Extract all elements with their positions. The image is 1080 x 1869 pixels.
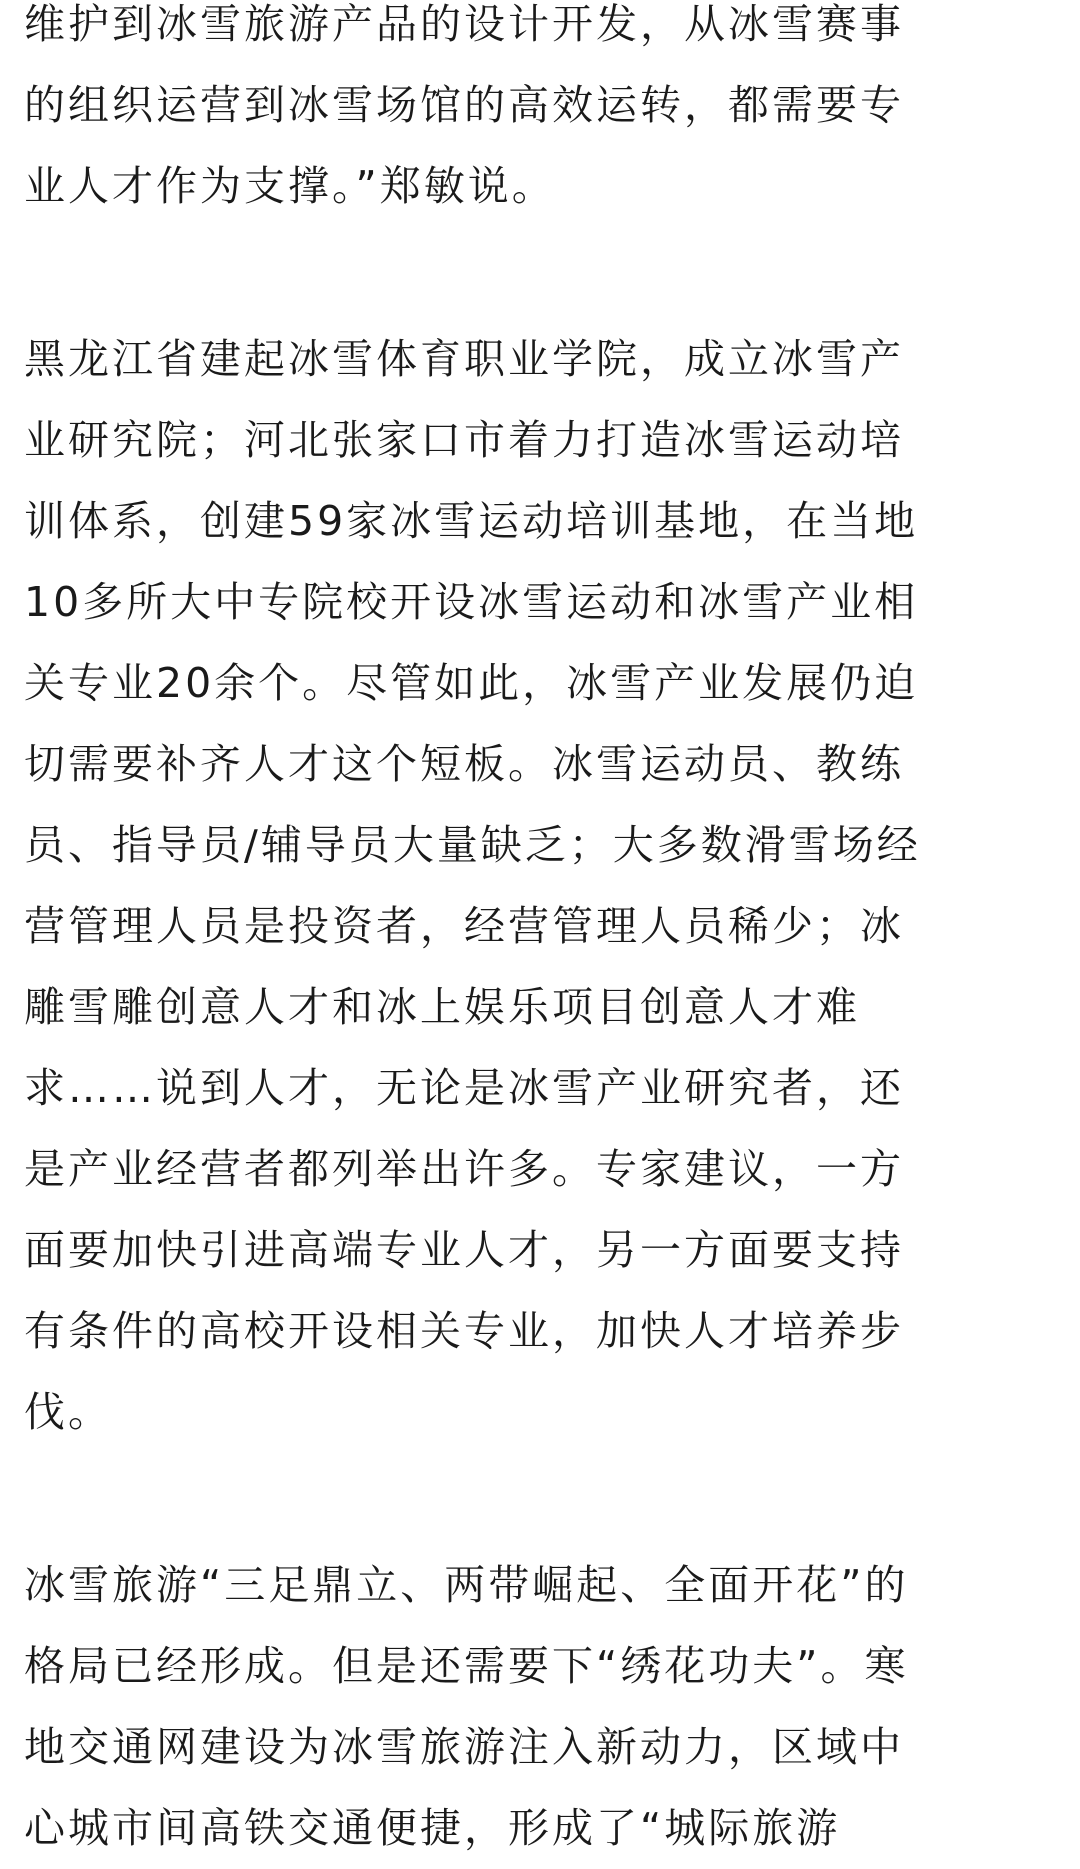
paragraph-2	[24, 319, 1056, 1453]
paragraph-spacer	[24, 1453, 1056, 1545]
paragraph-line: 是产业经营者都列举出许多。专家建议，一方	[24, 1145, 904, 1193]
paragraph-3	[24, 1545, 1056, 1869]
paragraph-line: 黑龙江省建起冰雪体育职业学院，成立冰雪产	[24, 335, 904, 383]
paragraph-line: 伐。	[24, 1388, 112, 1436]
paragraph-line: 雕雪雕创意人才和冰上娱乐项目创意人才难	[24, 983, 860, 1031]
paragraph-line: 格局已经形成。但是还需要下“绣花功夫”。寒	[24, 1642, 909, 1690]
paragraph-line: 面要加快引进高端专业人才，另一方面要支持	[24, 1226, 904, 1274]
paragraph-line: 营管理人员是投资者，经营管理人员稀少；冰	[24, 902, 904, 950]
paragraph-line: 业人才作为支撑。”郑敏说。	[24, 162, 556, 210]
paragraph-line: 维护到冰雪旅游产品的设计开发，从冰雪赛事	[24, 0, 904, 48]
paragraph-line: 训体系，创建59家冰雪运动培训基地，在当地	[24, 497, 919, 545]
paragraph-line: 求……说到人才，无论是冰雪产业研究者，还	[24, 1064, 904, 1112]
paragraph-line: 关专业20余个。尽管如此，冰雪产业发展仍迫	[24, 659, 919, 707]
paragraph-line: 10多所大中专院校开设冰雪运动和冰雪产业相	[24, 578, 919, 626]
paragraph-line: 心城市间高铁交通便捷，形成了“城际旅游	[24, 1804, 841, 1852]
paragraph-line: 切需要补齐人才这个短板。冰雪运动员、教练	[24, 740, 904, 788]
paragraph-line: 业研究院；河北张家口市着力打造冰雪运动培	[24, 416, 904, 464]
paragraph-line: 冰雪旅游“三足鼎立、两带崛起、全面开花”的	[24, 1561, 909, 1609]
paragraph-spacer	[24, 227, 1056, 319]
paragraph-line: 员、指导员/辅导员大量缺乏；大多数滑雪场经	[24, 821, 921, 869]
paragraph-1	[24, 0, 1056, 227]
paragraph-line: 地交通网建设为冰雪旅游注入新动力，区域中	[24, 1723, 904, 1771]
paragraph-line: 的组织运营到冰雪场馆的高效运转，都需要专	[24, 81, 904, 129]
paragraph-line: 有条件的高校开设相关专业，加快人才培养步	[24, 1307, 904, 1355]
